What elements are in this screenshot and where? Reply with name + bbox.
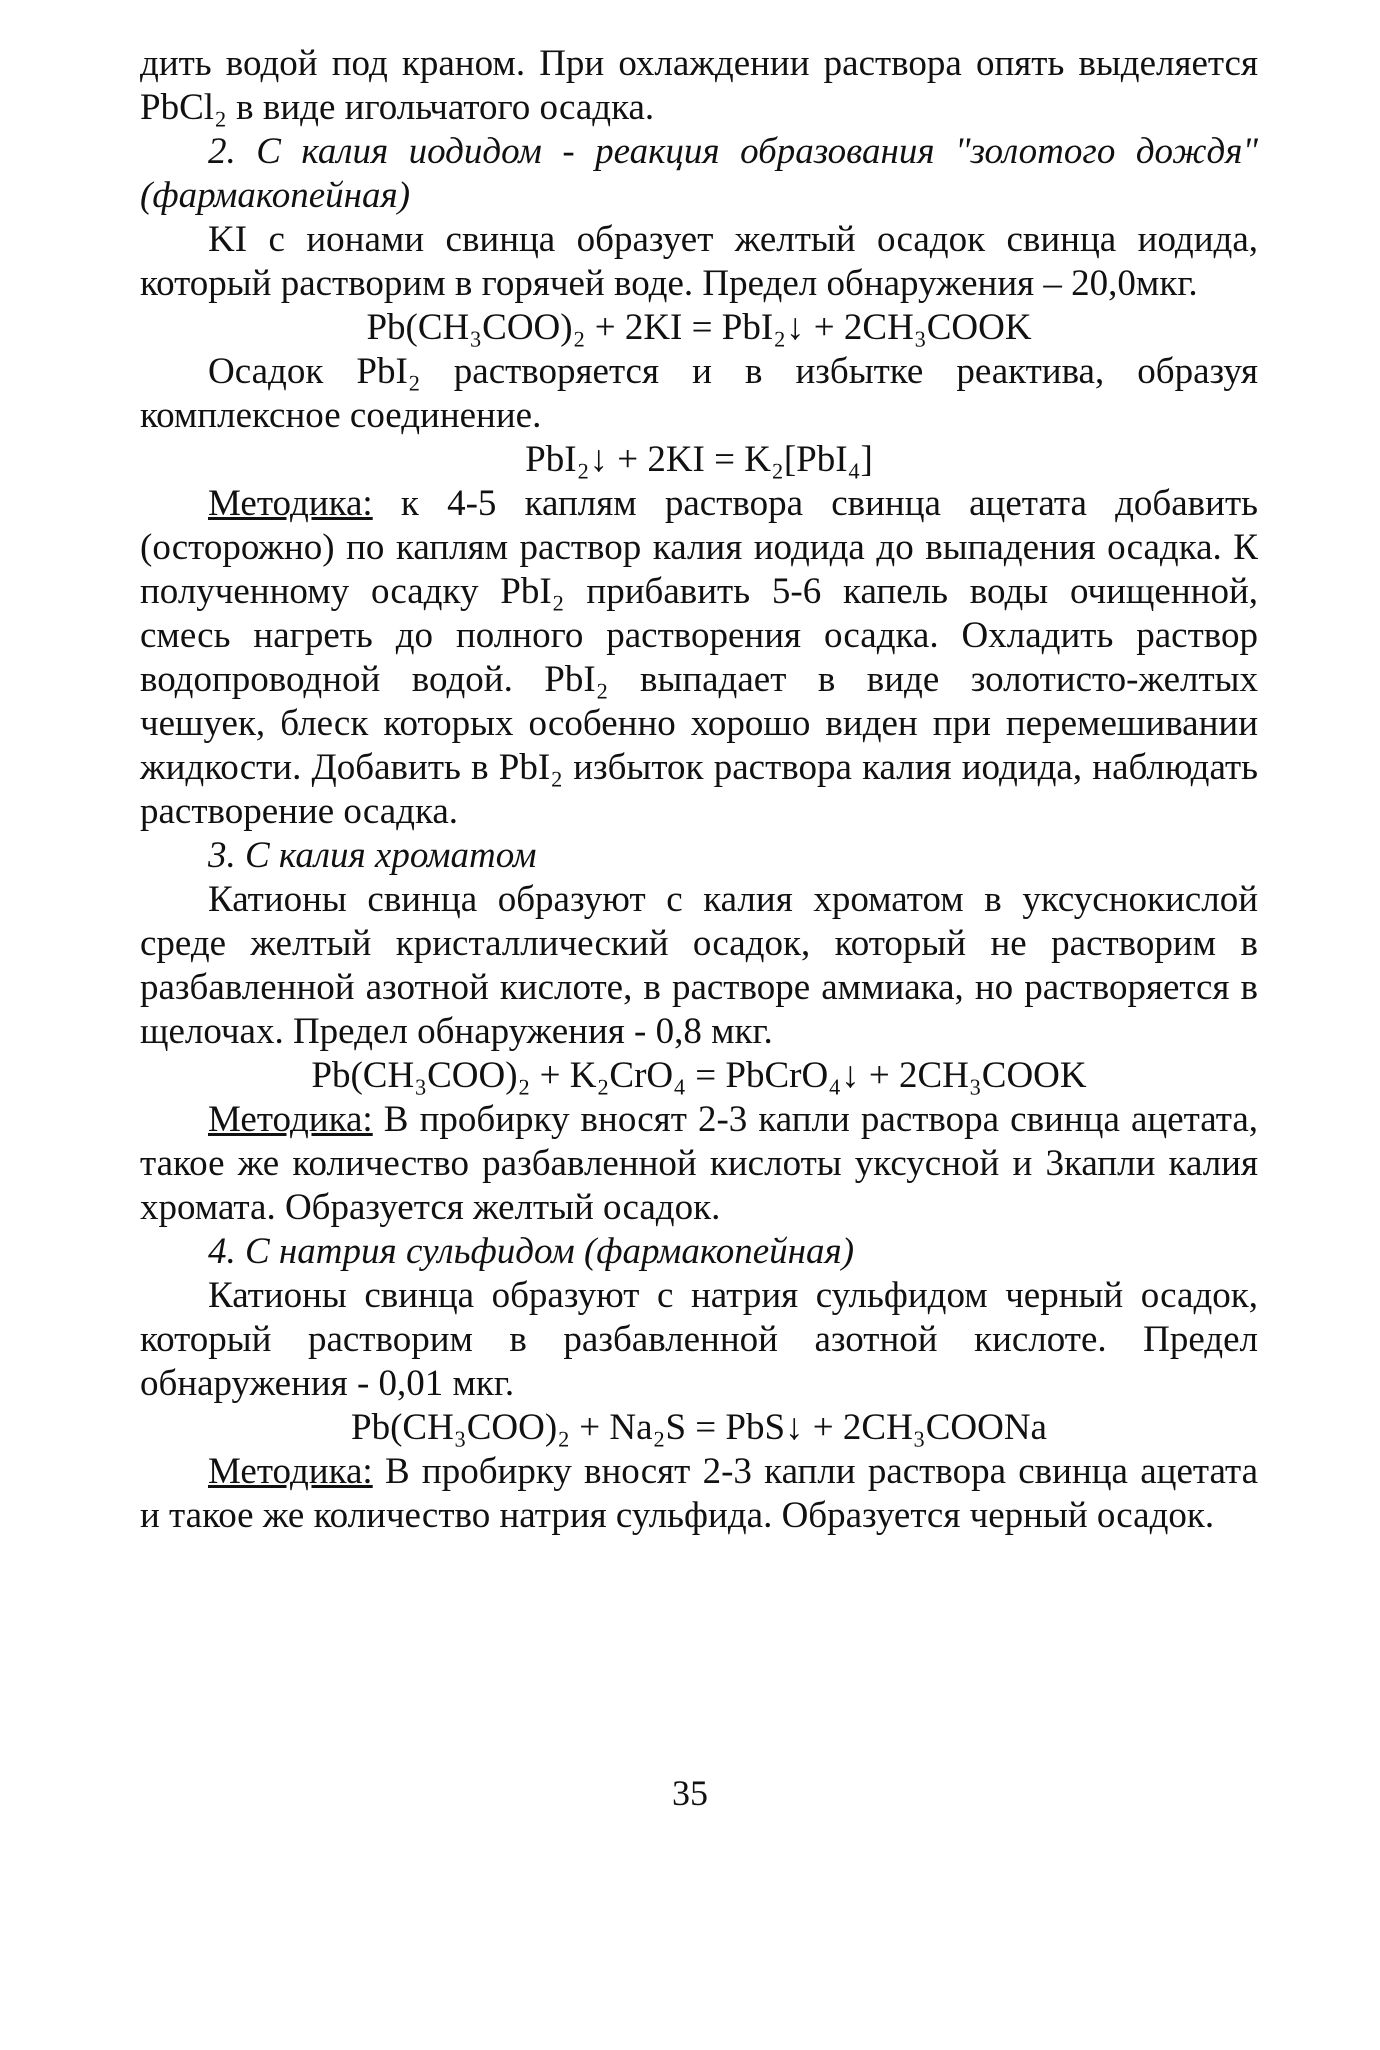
- section-heading-4: 4. С натрия сульфидом (фармакопейная): [208, 1231, 855, 1272]
- page-number: 35: [672, 1773, 708, 1813]
- method-s4: [140, 1450, 1258, 1538]
- equation-3: Pb(CH₃COO)₂ + K₂CrO₄ = PbCrO₄↓ + 2CH₃COOK: [311, 1055, 1087, 1096]
- method-label: Методика:: [208, 1451, 373, 1492]
- method-text: В пробирку вносят 2-3 капли раствора свинца ацетата и такое же количество натрия сульфида. Образуется черный осадок.: [140, 1451, 1258, 1536]
- method-label: Методика:: [208, 483, 373, 524]
- method-label: Методика:: [208, 1099, 373, 1140]
- paragraph-s4-1: Катионы свинца образуют с натрия сульфидом черный осадок, который растворим в разбавленной азотной кислоте. Предел обнаружения - 0,01 мкг.: [140, 1275, 1258, 1404]
- method-s3: [140, 1098, 1258, 1230]
- paragraph-s2-2: Осадок PbI₂ растворяется и в избытке реактива, образуя комплексное соединение.: [140, 351, 1258, 436]
- method-text: В пробирку вносят 2-3 капли раствора свинца ацетата, такое же количество разбавленной кислоты уксусной и 3капли калия хромата. Образуется желтый осадок.: [140, 1099, 1258, 1228]
- method-s2: [140, 482, 1258, 834]
- section-heading-3: 3. С калия хроматом: [208, 835, 537, 876]
- paragraph-intro: дить водой под краном. При охлаждении раствора опять выделяется PbCl₂ в виде игольчатого осадка.: [140, 43, 1258, 128]
- paragraph-s2-1: KI с ионами свинца образует желтый осадок свинца иодида, который растворим в горячей воде. Предел обнаружения – 20,0мкг.: [140, 219, 1258, 304]
- equation-1: Pb(CH₃COO)₂ + 2KI = PbI₂↓ + 2CH₃COOK: [366, 307, 1032, 348]
- equation-2: PbI₂↓ + 2KI = K₂[PbI₄]: [525, 439, 873, 480]
- document-page: [140, 42, 1258, 1538]
- method-text: к 4-5 каплям раствора свинца ацетата добавить (осторожно) по каплям раствор калия иодида до выпадения осадка. К полученному осадку PbI₂ прибавить 5-6 капель воды очищенной, смесь нагреть до полного растворения осадка. Охладить раствор водопроводной водой. PbI₂ выпадает в виде золотисто-желтых чешуек, блеск которых особенно хорошо виден при перемешивании жидкости. Добавить в PbI₂ избыток раствора калия иодида, наблюдать растворение осадка.: [140, 483, 1258, 832]
- paragraph-s3-1: Катионы свинца образуют с калия хроматом в уксуснокислой среде желтый кристаллический осадок, который не растворим в разбавленной азотной кислоте, в растворе аммиака, но растворяется в щелочах. Предел обнаружения - 0,8 мкг.: [140, 879, 1258, 1052]
- equation-4: Pb(CH₃COO)₂ + Na₂S = PbS↓ + 2CH₃COONa: [351, 1407, 1047, 1448]
- section-heading-2: 2. С калия иодидом - реакция образования "золотого дождя" (фармакопейная): [140, 131, 1258, 216]
